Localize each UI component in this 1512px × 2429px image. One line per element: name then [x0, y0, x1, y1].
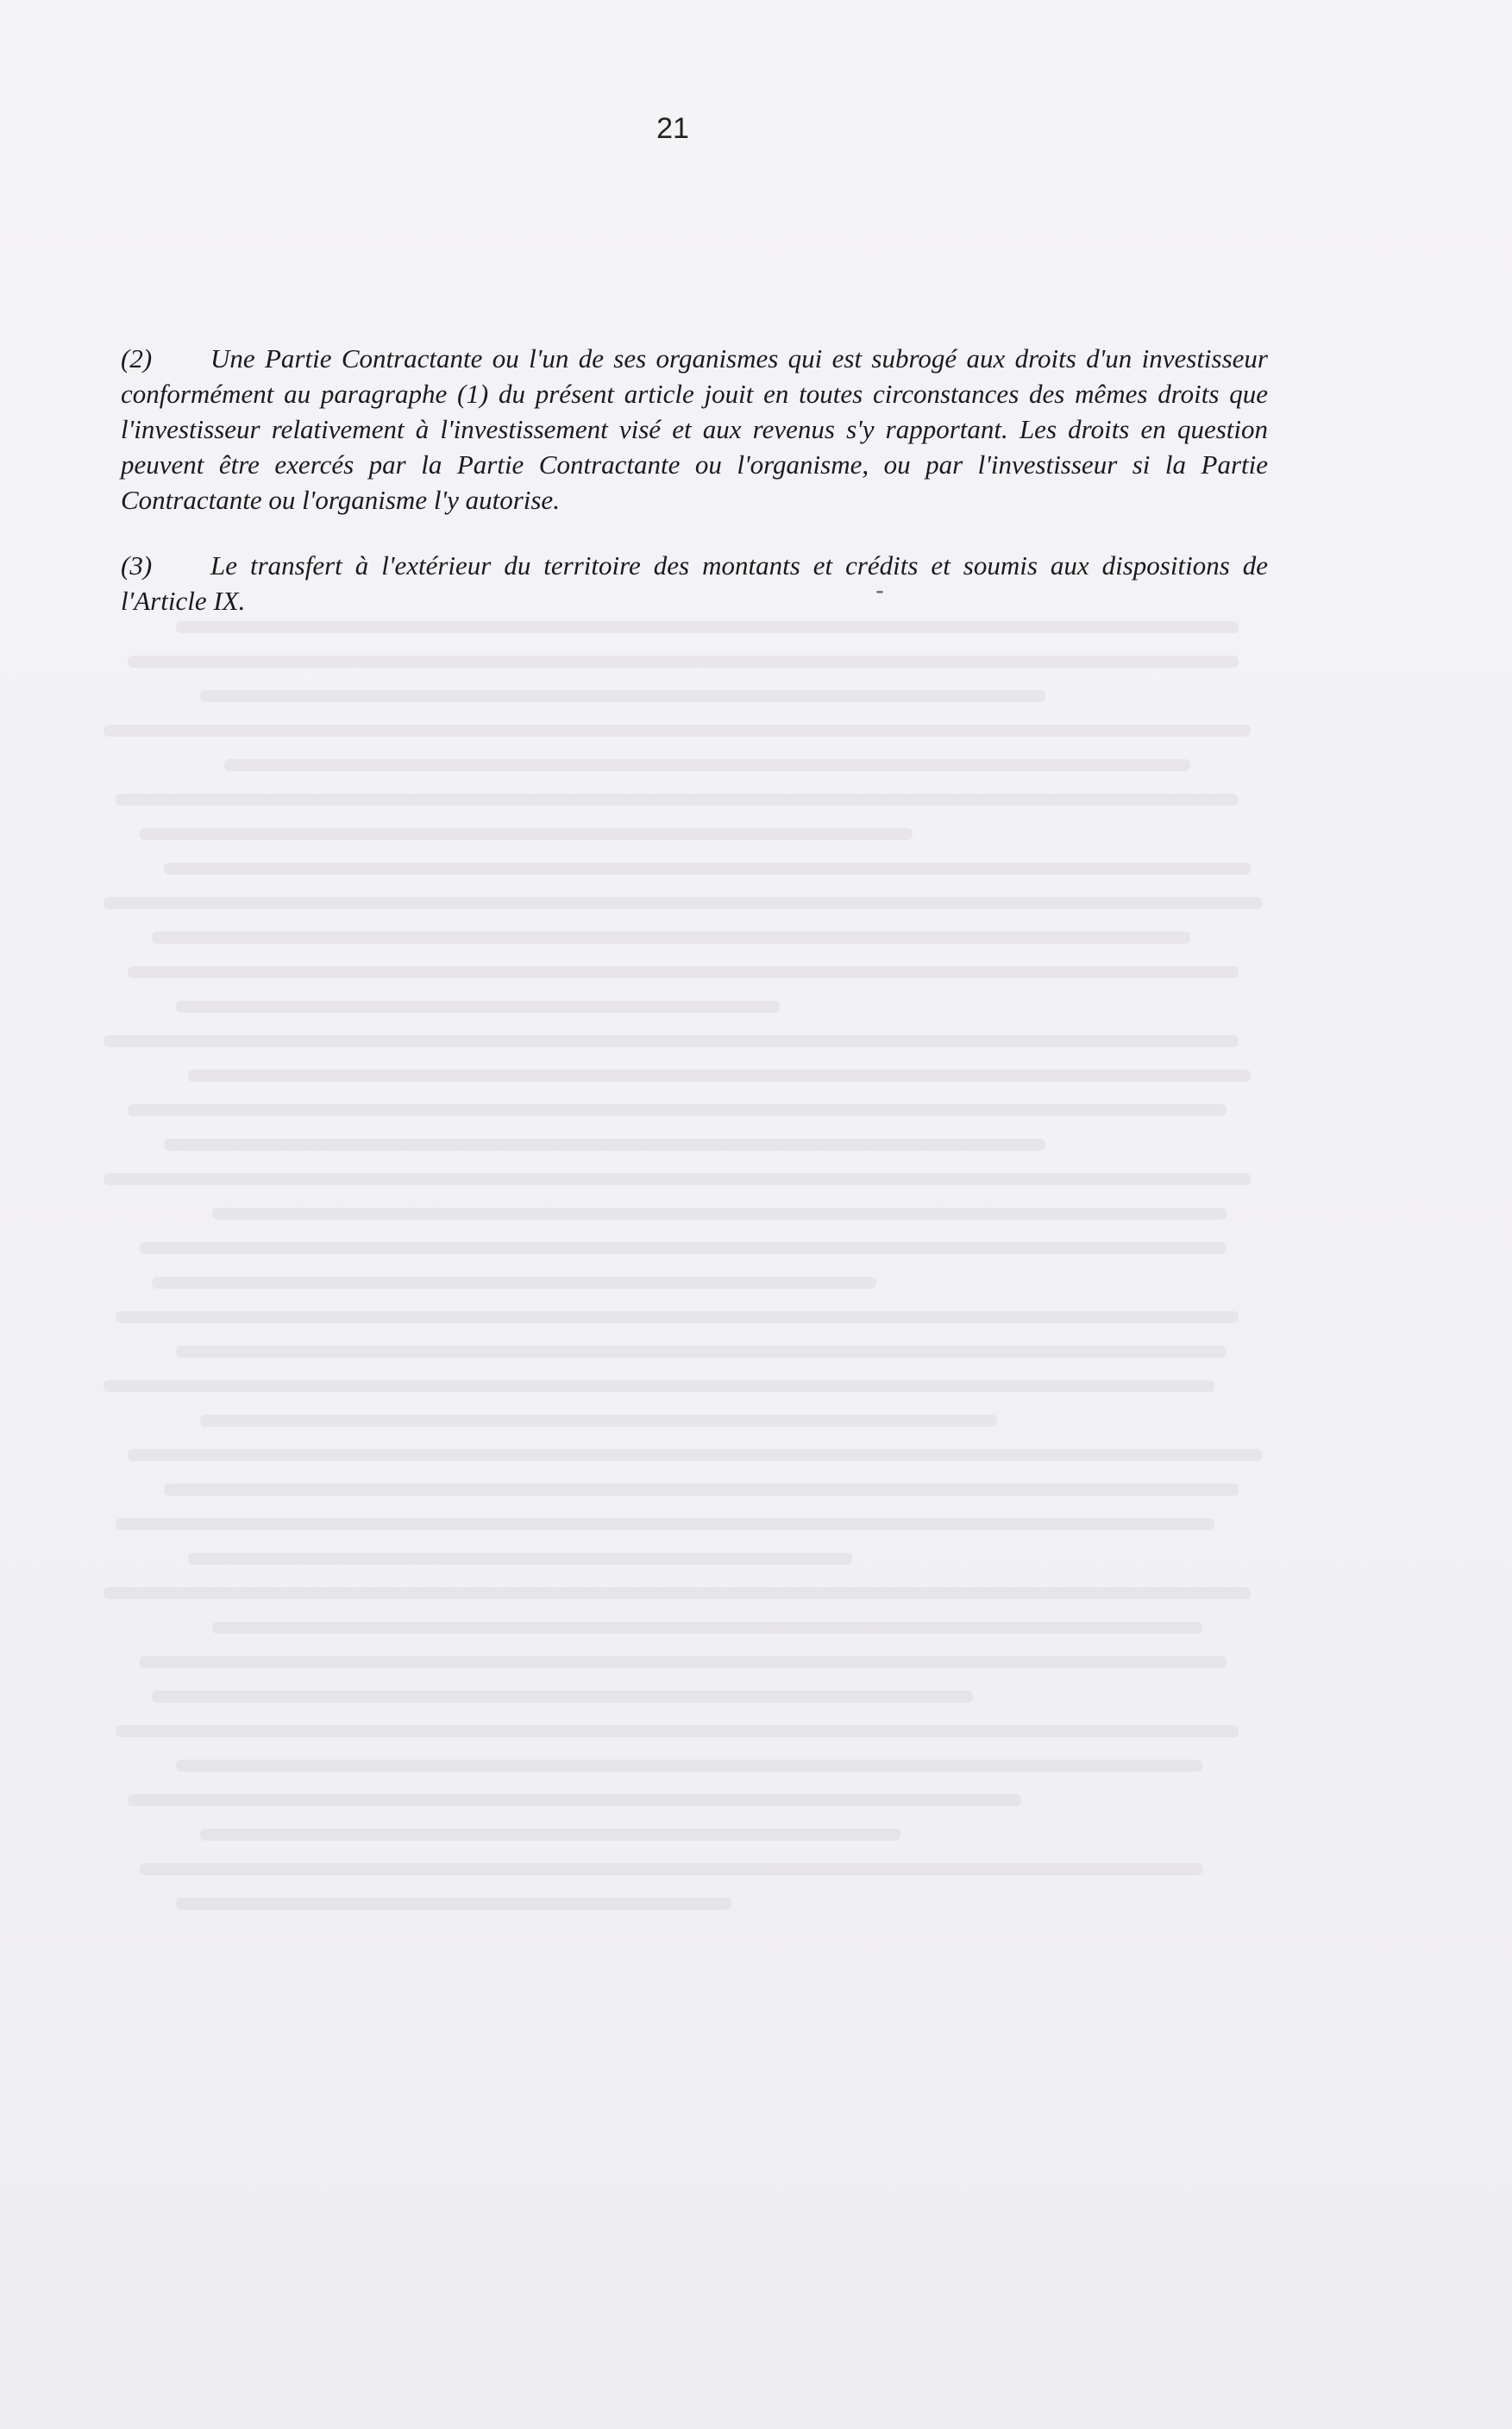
bleed-through-texture [104, 621, 1311, 2139]
paragraph-2 [121, 341, 1268, 518]
stray-dash-mark: - [875, 576, 884, 605]
paragraph-text: Le transfert à l'extérieur du territoire des montants et crédits et soumis aux dispositions de l'Article IX. [121, 550, 1268, 616]
paragraph-3 [121, 548, 1268, 618]
page-number: 21 [656, 112, 689, 145]
paragraph-text: Une Partie Contractante ou l'un de ses organismes qui est subrogé aux droits d'un investisseur conformément au paragraphe (1) du présent article jouit en toutes circonstances des mêmes droits que l'investisseur relativement à l'investissement visé et aux revenus s'y rapportant. Les droits en question peuvent être exercés par la Partie Contractante ou l'organisme, ou par l'investisseur si la Partie Contractante ou l'organisme l'y autorise. [121, 343, 1268, 515]
paragraph-number: (2) [121, 343, 153, 373]
paragraph-number: (3) [121, 550, 153, 581]
